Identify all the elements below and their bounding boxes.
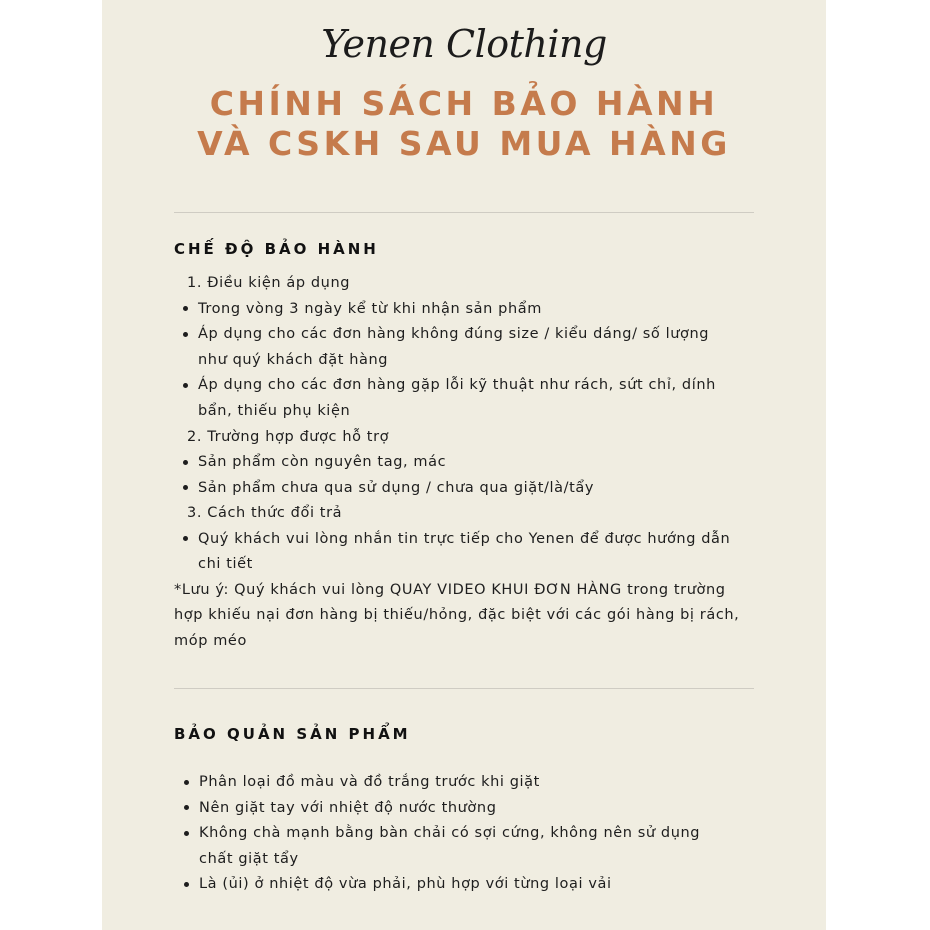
bullet-dot — [184, 882, 189, 887]
care-heading: BẢO QUẢN SẢN PHẨM — [174, 725, 411, 743]
document-page — [102, 0, 826, 930]
care-bullet-3-line-1: Không chà mạnh bằng bàn chải có sợi cứng, không nên sử dụng — [199, 825, 701, 841]
warranty-sec3-bullet-1-line-1: Quý khách vui lòng nhắn tin trực tiếp cho Yenen để được hướng dẫn — [198, 531, 731, 547]
care-bullet-3-line-2: chất giặt tẩy — [199, 851, 299, 867]
warranty-note-line-3: móp méo — [174, 633, 247, 649]
warranty-sec2-bullet-1: Sản phẩm còn nguyên tag, mác — [198, 454, 447, 470]
bullet-dot — [184, 831, 189, 836]
bullet-dot — [183, 383, 188, 388]
bullet-dot — [184, 780, 189, 785]
warranty-sec1-title: 1. Điều kiện áp dụng — [187, 275, 351, 291]
bullet-dot — [183, 306, 188, 311]
warranty-sec1-bullet-2-line-1: Áp dụng cho các đơn hàng không đúng size / kiểu dáng/ số lượng — [198, 326, 710, 342]
divider-top — [174, 212, 754, 213]
title-line-1: CHÍNH SÁCH BẢO HÀNH — [209, 84, 719, 123]
divider-middle — [174, 688, 754, 689]
warranty-sec3-bullet-1-line-2: chi tiết — [198, 556, 253, 572]
bullet-dot — [183, 536, 188, 541]
page-title — [102, 84, 826, 164]
title-line-2: VÀ CSKH SAU MUA HÀNG — [197, 124, 731, 163]
warranty-sec3-title: 3. Cách thức đổi trả — [187, 505, 343, 521]
care-bullet-1: Phân loại đồ màu và đồ trắng trước khi giặt — [199, 774, 540, 790]
bullet-dot — [183, 485, 188, 490]
warranty-sec2-bullet-2: Sản phẩm chưa qua sử dụng / chưa qua giặt/là/tẩy — [198, 480, 595, 496]
warranty-sec1-bullet-2-line-2: như quý khách đặt hàng — [198, 352, 389, 368]
warranty-note-line-1: *Lưu ý: Quý khách vui lòng QUAY VIDEO KHUI ĐƠN HÀNG trong trường — [174, 582, 726, 598]
care-bullet-4: Là (ủi) ở nhiệt độ vừa phải, phù hợp với từng loại vải — [199, 876, 612, 892]
bullet-dot — [184, 805, 189, 810]
bullet-dot — [183, 332, 188, 337]
bullet-dot — [183, 460, 188, 465]
warranty-sec1-bullet-1: Trong vòng 3 ngày kể từ khi nhận sản phẩm — [198, 301, 542, 317]
warranty-sec1-bullet-3-line-1: Áp dụng cho các đơn hàng gặp lỗi kỹ thuật như rách, sứt chỉ, dính — [198, 377, 716, 393]
warranty-heading: CHẾ ĐỘ BẢO HÀNH — [174, 240, 379, 258]
warranty-note-line-2: hợp khiếu nại đơn hàng bị thiếu/hỏng, đặc biệt với các gói hàng bị rách, — [174, 607, 740, 623]
brand-logo: Yenen Clothing — [321, 22, 607, 66]
warranty-sec2-title: 2. Trường hợp được hỗ trợ — [187, 429, 390, 445]
warranty-sec1-bullet-3-line-2: bẩn, thiếu phụ kiện — [198, 403, 351, 419]
care-bullet-2: Nên giặt tay với nhiệt độ nước thường — [199, 800, 497, 816]
